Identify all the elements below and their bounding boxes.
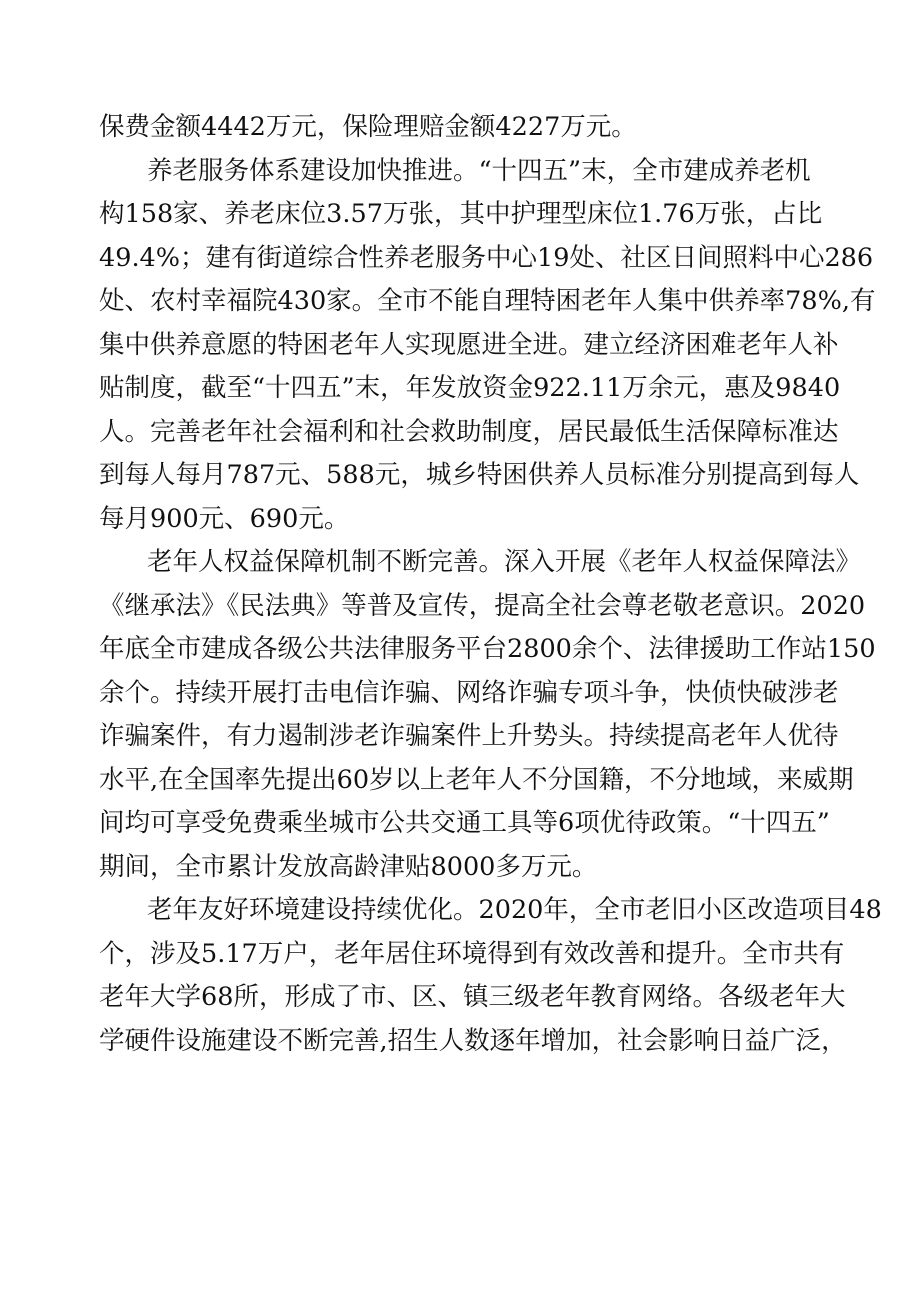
text-line: 老年人权益保障机制不断完善。深入开展《老年人权益保障法》 [147, 547, 862, 577]
text-line: 人。完善老年社会福利和社会救助制度，居民最低生活保障标准达 [99, 416, 839, 447]
text-line: 老年友好环境建设持续优化。2020年，全市老旧小区改造项目48 [147, 895, 882, 925]
text-line: 期间，全市累计发放高龄津贴8000多万元。 [99, 851, 598, 882]
paragraph [99, 541, 876, 889]
text-line: 《继承法》《民法典》等普及宣传，提高全社会尊老敬老意识。2020 [99, 590, 866, 621]
text-line: 保费金额4442万元，保险理赔金额4227万元。 [99, 112, 637, 142]
paragraph [99, 150, 876, 542]
text-line: 诈骗案件，有力遏制涉老诈骗案件上升势头。持续提高老年人优待 [99, 721, 839, 751]
text-line: 构158家、养老床位3.57万张，其中护理型床位1.76万张，占比 [99, 199, 823, 229]
text-line: 学硬件设施建设不断完善,招生人数逐年增加，社会影响日益广泛， [99, 1025, 847, 1056]
text-line: 集中供养意愿的特困老年人实现愿进全进。建立经济困难老年人补 [99, 329, 839, 360]
text-line: 贴制度，截至“十四五”末，年发放资金922.11万余元，惠及9840 [99, 373, 841, 403]
text-line: 水平,在全国率先提出60岁以上老年人不分国籍，不分地域，来威期 [99, 764, 854, 795]
text-line: 养老服务体系建设加快推进。“十四五”末，全市建成养老机 [147, 155, 811, 186]
paragraph [99, 889, 882, 1063]
paragraph [99, 106, 829, 150]
text-line: 到每人每月787元、588元，城乡特困供养人员标准分别提高到每人 [99, 460, 860, 490]
text-line: 每月900元、690元。 [99, 503, 350, 534]
text-line: 年底全市建成各级公共法律服务平台2800余个、法律援助工作站150 [99, 634, 876, 664]
text-line: 余个。持续开展打击电信诈骗、网络诈骗专项斗争，快侦快破涉老 [99, 677, 839, 708]
text-line: 处、农村幸福院430家。全市不能自理特困老年人集中供养率78%,有 [99, 286, 876, 316]
text-line: 间均可享受免费乘坐城市公共交通工具等6项优待政策。“十四五” [99, 808, 830, 838]
body-text [99, 106, 882, 1063]
text-line: 老年大学68所，形成了市、区、镇三级老年教育网络。各级老年大 [99, 982, 846, 1012]
text-line: 49.4%；建有街道综合性养老服务中心19处、社区日间照料中心286 [99, 242, 874, 273]
text-line: 个，涉及5.17万户，老年居住环境得到有效改善和提升。全市共有 [99, 938, 845, 969]
